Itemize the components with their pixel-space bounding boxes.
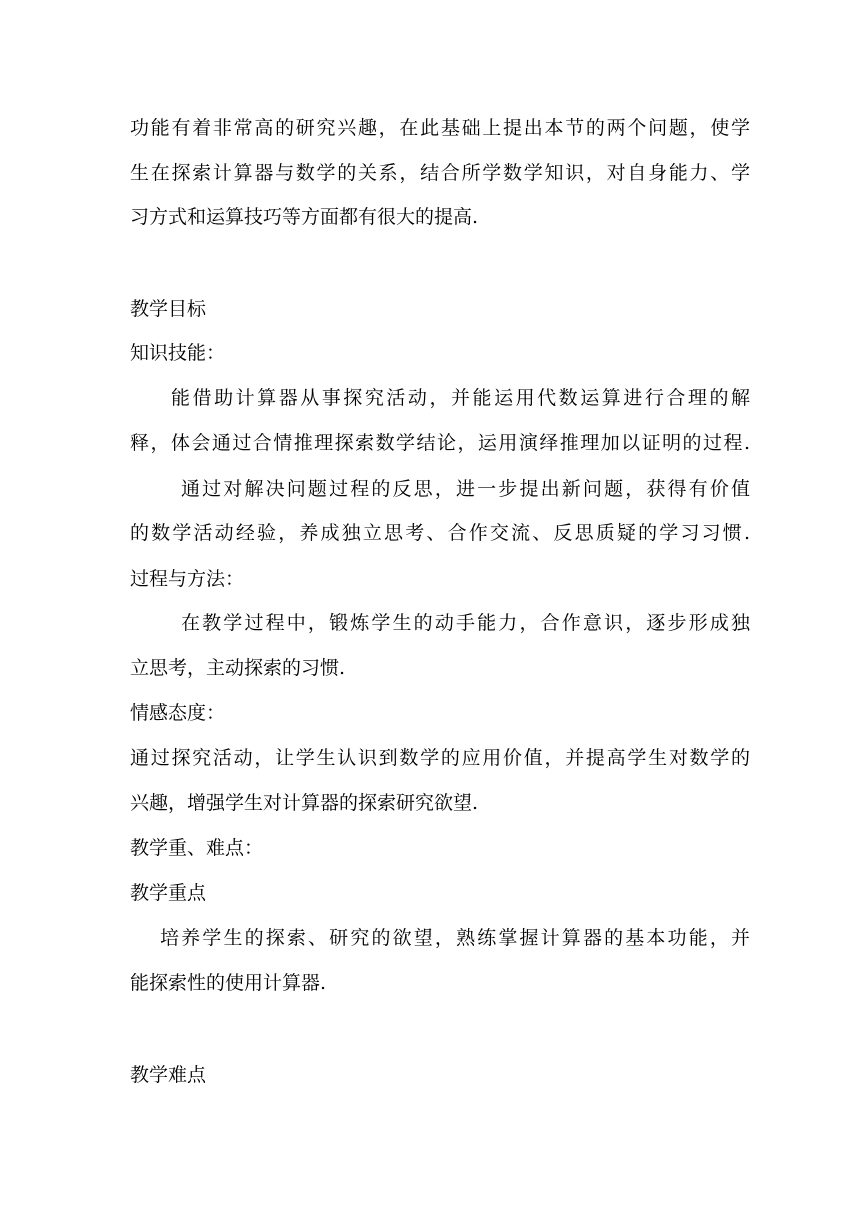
process-para-line-1: 在教学过程中，锻炼学生的动手能力，合作意识，逐步形成独 [181,612,750,634]
key-difficult-heading: 教学重、难点： [130,837,264,859]
attitude-para-line-2: 兴趣，增强学生对计算器的探索研究欲望. [130,792,479,814]
key-para-line-2: 能探索性的使用计算器. [130,972,327,994]
key-heading: 教学重点 [130,882,207,904]
intro-line-2: 生在探索计算器与数学的关系，结合所学数学知识，对自身能力、学 [130,162,750,184]
attitude-heading: 情感态度： [130,702,226,724]
attitude-para-line-1: 通过探究活动，让学生认识到数学的应用价值，并提高学生对数学的 [130,747,750,769]
knowledge-heading: 知识技能： [130,342,226,364]
knowledge-para1-line-1: 能借助计算器从事探究活动，并能运用代数运算进行合理的解 [171,387,750,409]
key-para-line-1: 培养学生的探索、研究的欲望，熟练掌握计算器的基本功能，并 [160,927,750,949]
knowledge-para1-line-2: 释，体会通过合情推理探索数学结论，运用演绎推理加以证明的过程. [130,432,750,454]
knowledge-para2-line-1: 通过对解决问题过程的反思，进一步提出新问题，获得有价值 [181,478,750,500]
difficult-heading: 教学难点 [130,1064,207,1086]
process-para-line-2: 立思考，主动探索的习惯. [130,657,346,679]
knowledge-para2-line-2: 的数学活动经验，养成独立思考、合作交流、反思质疑的学习习惯. [130,522,750,544]
intro-line-1: 功能有着非常高的研究兴趣，在此基础上提出本节的两个问题，使学 [130,117,750,139]
intro-line-3: 习方式和运算技巧等方面都有很大的提高. [130,206,479,228]
objectives-heading: 教学目标 [130,298,207,320]
process-heading: 过程与方法： [130,568,245,590]
